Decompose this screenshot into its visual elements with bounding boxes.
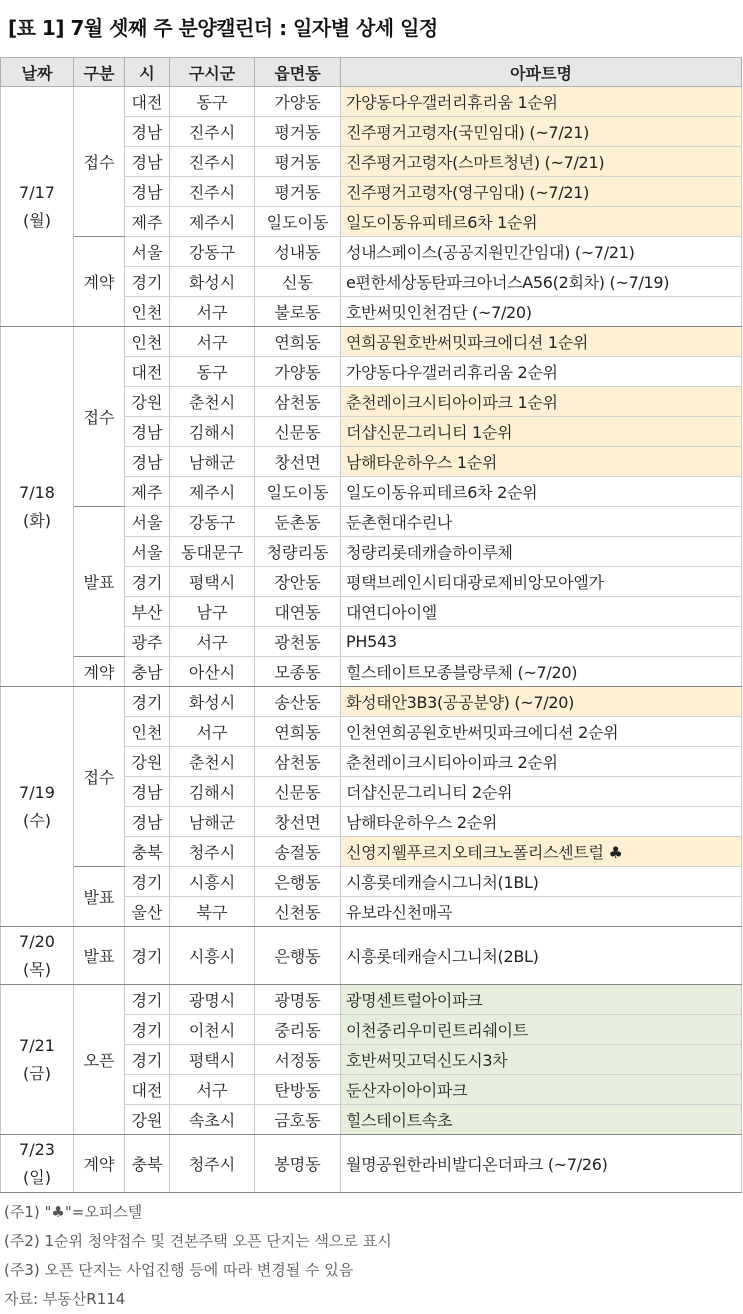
- apartment-name-cell: 가양동다우갤러리휴리움 1순위: [341, 87, 742, 117]
- apartment-name-cell: 시흥롯데캐슬시그니처(1BL): [341, 867, 742, 897]
- si-cell: 경기: [125, 985, 170, 1015]
- weekday-label: (화): [23, 510, 51, 530]
- eupmyeondong-cell: 장안동: [255, 567, 341, 597]
- gusigun-cell: 춘천시: [170, 747, 255, 777]
- eupmyeondong-cell: 은행동: [255, 867, 341, 897]
- si-cell: 대전: [125, 1075, 170, 1105]
- eupmyeondong-cell: 삼천동: [255, 747, 341, 777]
- footnote-3: (주3) 오픈 단지는 사업진행 등에 따라 변경될 수 있음: [4, 1261, 354, 1279]
- eupmyeondong-cell: 가양동: [255, 357, 341, 387]
- gusigun-cell: 이천시: [170, 1015, 255, 1045]
- table-row: [1, 237, 742, 267]
- apartment-name-cell: 이천중리우미린트리쉐이트: [341, 1015, 742, 1045]
- eupmyeondong-cell: 평거동: [255, 147, 341, 177]
- eupmyeondong-cell: 성내동: [255, 237, 341, 267]
- gusigun-cell: 진주시: [170, 147, 255, 177]
- table-row: [1, 1135, 742, 1193]
- category-cell: 접수: [74, 87, 125, 237]
- si-cell: 충남: [125, 657, 170, 687]
- eupmyeondong-cell: 신문동: [255, 777, 341, 807]
- apartment-name-cell: 대연디아이엘: [341, 597, 742, 627]
- header-apartment: 아파트명: [341, 58, 742, 87]
- si-cell: 인천: [125, 327, 170, 357]
- weekday-label: (금): [23, 1063, 51, 1083]
- schedule-table: [0, 57, 742, 1193]
- gusigun-cell: 동대문구: [170, 537, 255, 567]
- gusigun-cell: 서구: [170, 627, 255, 657]
- date-label: 7/17: [19, 182, 55, 202]
- apartment-name-cell: 시흥롯데캐슬시그니처(2BL): [341, 927, 742, 985]
- si-cell: 경기: [125, 1015, 170, 1045]
- si-cell: 경기: [125, 1045, 170, 1075]
- eupmyeondong-cell: 삼천동: [255, 387, 341, 417]
- apartment-name-cell: 둔촌현대수린나: [341, 507, 742, 537]
- gusigun-cell: 평택시: [170, 1045, 255, 1075]
- date-label: 7/23: [19, 1139, 55, 1159]
- weekday-label: (월): [23, 210, 51, 230]
- si-cell: 제주: [125, 207, 170, 237]
- apartment-name-cell: e편한세상동탄파크아너스A56(2회차) (~7/19): [341, 267, 742, 297]
- gusigun-cell: 김해시: [170, 777, 255, 807]
- gusigun-cell: 김해시: [170, 417, 255, 447]
- apartment-name-cell: 더샵신문그리니티 2순위: [341, 777, 742, 807]
- si-cell: 강원: [125, 747, 170, 777]
- eupmyeondong-cell: 가양동: [255, 87, 341, 117]
- apartment-name-cell: 호반써밋고덕신도시3차: [341, 1045, 742, 1075]
- apartment-name-cell: 남해타운하우스 1순위: [341, 447, 742, 477]
- si-cell: 강원: [125, 387, 170, 417]
- header-gusigun: 구시군: [170, 58, 255, 87]
- si-cell: 제주: [125, 477, 170, 507]
- footnote-1: (주1) "♣"=오피스텔: [4, 1203, 143, 1221]
- gusigun-cell: 춘천시: [170, 387, 255, 417]
- apartment-name-cell: 일도이동유피테르6차 2순위: [341, 477, 742, 507]
- eupmyeondong-cell: 송절동: [255, 837, 341, 867]
- si-cell: 경남: [125, 177, 170, 207]
- weekday-label: (수): [23, 810, 51, 830]
- apartment-name-cell: 춘천레이크시티아이파크 1순위: [341, 387, 742, 417]
- eupmyeondong-cell: 대연동: [255, 597, 341, 627]
- gusigun-cell: 화성시: [170, 267, 255, 297]
- apartment-name-cell: 진주평거고령자(영구임대) (~7/21): [341, 177, 742, 207]
- si-cell: 인천: [125, 297, 170, 327]
- si-cell: 대전: [125, 87, 170, 117]
- table-row: [1, 927, 742, 985]
- si-cell: 경남: [125, 777, 170, 807]
- si-cell: 인천: [125, 717, 170, 747]
- footnote-2: (주2) 1순위 청약접수 및 견본주택 오픈 단지는 색으로 표시: [4, 1232, 392, 1250]
- gusigun-cell: 강동구: [170, 507, 255, 537]
- eupmyeondong-cell: 불로동: [255, 297, 341, 327]
- table-header-row: [1, 58, 742, 87]
- gusigun-cell: 서구: [170, 297, 255, 327]
- apartment-name-cell: 힐스테이트속초: [341, 1105, 742, 1135]
- si-cell: 충북: [125, 837, 170, 867]
- eupmyeondong-cell: 봉명동: [255, 1135, 341, 1193]
- table-body: [1, 87, 742, 1193]
- gusigun-cell: 남해군: [170, 447, 255, 477]
- eupmyeondong-cell: 평거동: [255, 117, 341, 147]
- table-row: [1, 985, 742, 1015]
- header-category: 구분: [74, 58, 125, 87]
- si-cell: 경남: [125, 447, 170, 477]
- header-date: 날짜: [1, 58, 74, 87]
- category-cell: 접수: [74, 687, 125, 867]
- eupmyeondong-cell: 신천동: [255, 897, 341, 927]
- weekday-label: (목): [23, 959, 51, 979]
- date-label: 7/21: [19, 1035, 55, 1055]
- eupmyeondong-cell: 서정동: [255, 1045, 341, 1075]
- gusigun-cell: 강동구: [170, 237, 255, 267]
- apartment-name-cell: 진주평거고령자(국민임대) (~7/21): [341, 117, 742, 147]
- source-note: 자료: 부동산R114: [4, 1290, 126, 1308]
- eupmyeondong-cell: 신문동: [255, 417, 341, 447]
- apartment-name-cell: 화성태안3B3(공공분양) (~7/20): [341, 687, 742, 717]
- si-cell: 서울: [125, 507, 170, 537]
- header-si: 시: [125, 58, 170, 87]
- si-cell: 경남: [125, 117, 170, 147]
- apartment-name-cell: 호반써밋인천검단 (~7/20): [341, 297, 742, 327]
- apartment-name-cell: 더샵신문그리니티 1순위: [341, 417, 742, 447]
- category-cell: 발표: [74, 507, 125, 657]
- gusigun-cell: 화성시: [170, 687, 255, 717]
- eupmyeondong-cell: 탄방동: [255, 1075, 341, 1105]
- si-cell: 경기: [125, 927, 170, 985]
- si-cell: 경남: [125, 417, 170, 447]
- apartment-name-cell: 가양동다우갤러리휴리움 2순위: [341, 357, 742, 387]
- eupmyeondong-cell: 일도이동: [255, 207, 341, 237]
- date-cell: [1, 985, 74, 1135]
- gusigun-cell: 제주시: [170, 477, 255, 507]
- page-title: [표 1] 7월 셋째 주 분양캘린더 : 일자별 상세 일정: [8, 16, 438, 40]
- gusigun-cell: 동구: [170, 87, 255, 117]
- si-cell: 경남: [125, 807, 170, 837]
- si-cell: 대전: [125, 357, 170, 387]
- gusigun-cell: 속초시: [170, 1105, 255, 1135]
- si-cell: 광주: [125, 627, 170, 657]
- si-cell: 서울: [125, 237, 170, 267]
- eupmyeondong-cell: 금호동: [255, 1105, 341, 1135]
- si-cell: 충북: [125, 1135, 170, 1193]
- date-cell: [1, 87, 74, 327]
- gusigun-cell: 북구: [170, 897, 255, 927]
- gusigun-cell: 서구: [170, 327, 255, 357]
- si-cell: 부산: [125, 597, 170, 627]
- gusigun-cell: 동구: [170, 357, 255, 387]
- si-cell: 경기: [125, 867, 170, 897]
- apartment-name-cell: 남해타운하우스 2순위: [341, 807, 742, 837]
- gusigun-cell: 청주시: [170, 1135, 255, 1193]
- category-cell: 계약: [74, 1135, 125, 1193]
- date-label: 7/19: [19, 782, 55, 802]
- table-row: [1, 507, 742, 537]
- eupmyeondong-cell: 은행동: [255, 927, 341, 985]
- table-row: [1, 87, 742, 117]
- weekday-label: (일): [23, 1167, 51, 1187]
- gusigun-cell: 진주시: [170, 117, 255, 147]
- footnotes: [4, 1198, 392, 1314]
- apartment-name-cell: 광명센트럴아이파크: [341, 985, 742, 1015]
- gusigun-cell: 시흥시: [170, 927, 255, 985]
- apartment-name-cell: 연희공원호반써밋파크에디션 1순위: [341, 327, 742, 357]
- gusigun-cell: 광명시: [170, 985, 255, 1015]
- si-cell: 경기: [125, 567, 170, 597]
- eupmyeondong-cell: 일도이동: [255, 477, 341, 507]
- date-label: 7/18: [19, 482, 55, 502]
- gusigun-cell: 청주시: [170, 837, 255, 867]
- eupmyeondong-cell: 모종동: [255, 657, 341, 687]
- apartment-name-cell: 유보라신천매곡: [341, 897, 742, 927]
- si-cell: 강원: [125, 1105, 170, 1135]
- apartment-name-cell: 힐스테이트모종블랑루체 (~7/20): [341, 657, 742, 687]
- gusigun-cell: 서구: [170, 717, 255, 747]
- table-row: [1, 687, 742, 717]
- si-cell: 울산: [125, 897, 170, 927]
- eupmyeondong-cell: 광천동: [255, 627, 341, 657]
- eupmyeondong-cell: 창선면: [255, 807, 341, 837]
- gusigun-cell: 남구: [170, 597, 255, 627]
- header-eupmyeondong: 읍면동: [255, 58, 341, 87]
- table-row: [1, 327, 742, 357]
- gusigun-cell: 제주시: [170, 207, 255, 237]
- gusigun-cell: 평택시: [170, 567, 255, 597]
- eupmyeondong-cell: 연희동: [255, 717, 341, 747]
- category-cell: 접수: [74, 327, 125, 507]
- date-cell: [1, 927, 74, 985]
- table-row: [1, 867, 742, 897]
- eupmyeondong-cell: 연희동: [255, 327, 341, 357]
- category-cell: 오픈: [74, 985, 125, 1135]
- apartment-name-cell: 신영지웰푸르지오테크노폴리스센트럴 ♣: [341, 837, 742, 867]
- gusigun-cell: 아산시: [170, 657, 255, 687]
- apartment-name-cell: 진주평거고령자(스마트청년) (~7/21): [341, 147, 742, 177]
- date-cell: [1, 1135, 74, 1193]
- eupmyeondong-cell: 송산동: [255, 687, 341, 717]
- si-cell: 서울: [125, 537, 170, 567]
- eupmyeondong-cell: 중리동: [255, 1015, 341, 1045]
- table-row: [1, 657, 742, 687]
- eupmyeondong-cell: 평거동: [255, 177, 341, 207]
- apartment-name-cell: 춘천레이크시티아이파크 2순위: [341, 747, 742, 777]
- apartment-name-cell: PH543: [341, 627, 742, 657]
- eupmyeondong-cell: 신동: [255, 267, 341, 297]
- gusigun-cell: 진주시: [170, 177, 255, 207]
- eupmyeondong-cell: 청량리동: [255, 537, 341, 567]
- apartment-name-cell: 인천연희공원호반써밋파크에디션 2순위: [341, 717, 742, 747]
- apartment-name-cell: 일도이동유피테르6차 1순위: [341, 207, 742, 237]
- category-cell: 계약: [74, 237, 125, 327]
- apartment-name-cell: 평택브레인시티대광로제비앙모아엘가: [341, 567, 742, 597]
- gusigun-cell: 서구: [170, 1075, 255, 1105]
- category-cell: 발표: [74, 927, 125, 985]
- si-cell: 경기: [125, 687, 170, 717]
- date-cell: [1, 687, 74, 927]
- gusigun-cell: 시흥시: [170, 867, 255, 897]
- eupmyeondong-cell: 둔촌동: [255, 507, 341, 537]
- category-cell: 계약: [74, 657, 125, 687]
- apartment-name-cell: 월명공원한라비발디온더파크 (~7/26): [341, 1135, 742, 1193]
- date-cell: [1, 327, 74, 687]
- apartment-name-cell: 성내스페이스(공공지원민간임대) (~7/21): [341, 237, 742, 267]
- date-label: 7/20: [19, 931, 55, 951]
- si-cell: 경남: [125, 147, 170, 177]
- apartment-name-cell: 청량리롯데캐슬하이루체: [341, 537, 742, 567]
- apartment-name-cell: 둔산자이아이파크: [341, 1075, 742, 1105]
- gusigun-cell: 남해군: [170, 807, 255, 837]
- eupmyeondong-cell: 광명동: [255, 985, 341, 1015]
- category-cell: 발표: [74, 867, 125, 927]
- eupmyeondong-cell: 창선면: [255, 447, 341, 477]
- si-cell: 경기: [125, 267, 170, 297]
